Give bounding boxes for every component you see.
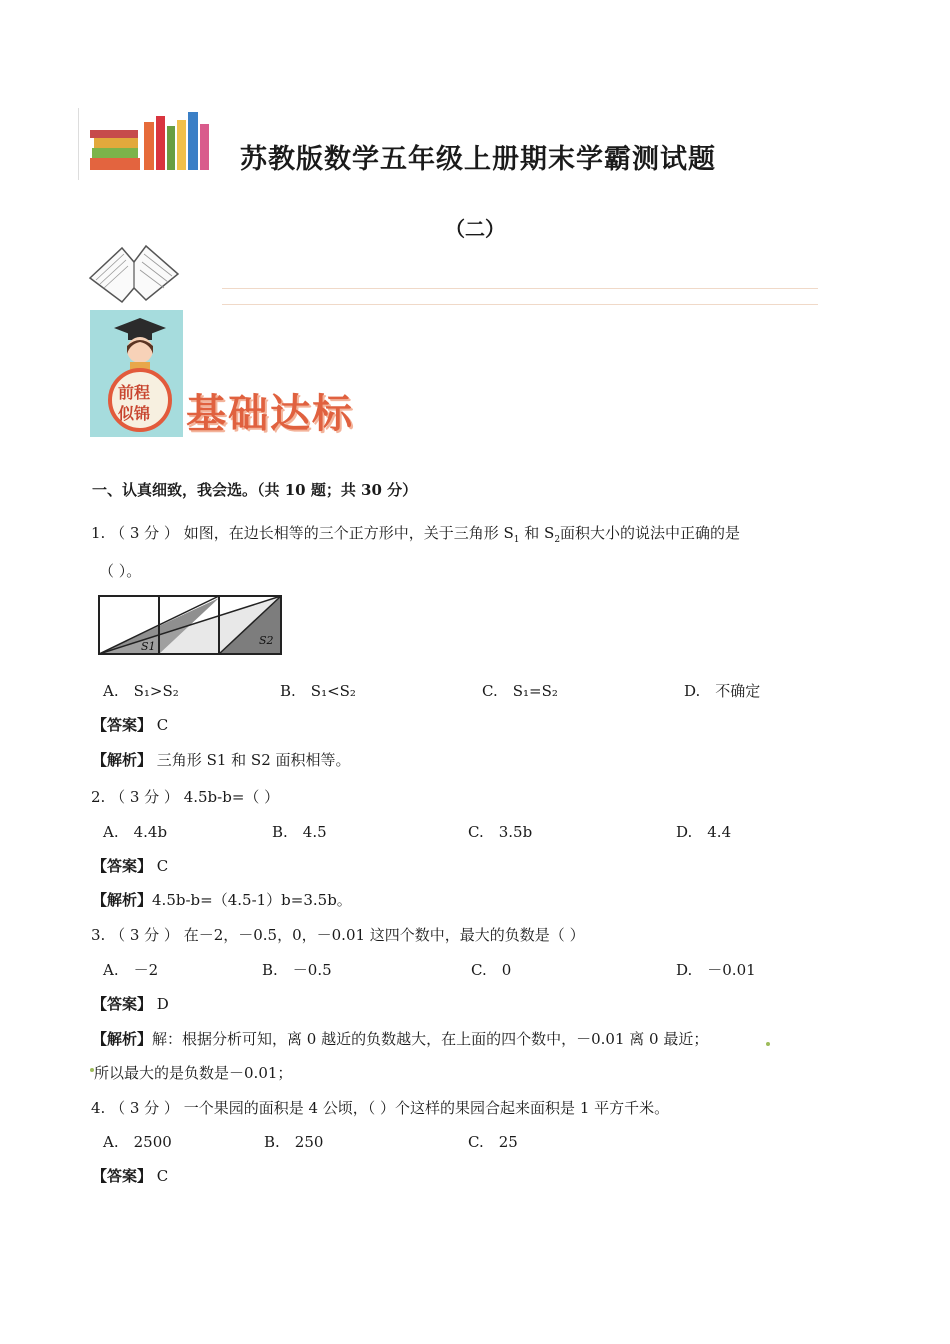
q2-option-b[interactable]: B. 4.5 <box>272 823 327 841</box>
q1-option-a[interactable]: A. S₁>S₂ <box>103 682 179 700</box>
q4-option-b[interactable]: B. 250 <box>264 1133 324 1151</box>
speck-mark <box>766 1042 770 1046</box>
page-subtitle: （二） <box>445 217 505 241</box>
q3-option-b[interactable]: B. －0.5 <box>262 961 332 979</box>
question-3-stem: 3. （ 3 分 ） 在－2，－0.5，0，－0.01 这四个数中，最大的负数是（ ） <box>91 926 585 944</box>
page-title: 苏教版数学五年级上册期末学霸测试题 <box>240 144 716 175</box>
books-icon <box>88 108 212 172</box>
question-4-stem: 4. （ 3 分 ） 一个果园的面积是 4 公顷，（ ）个这样的果园合起来面积是 1 平方千米。 <box>91 1099 670 1117</box>
q3-analysis-line2: 所以最大的是负数是－0.01； <box>94 1064 293 1082</box>
rule-line-2 <box>222 304 818 305</box>
q2-option-c[interactable]: C. 3.5b <box>468 823 533 841</box>
question-1-stem-line2: （ ）。 <box>99 562 142 580</box>
q2-option-a[interactable]: A. 4.4b <box>103 823 168 841</box>
figure-label-s1: S1 <box>141 640 156 653</box>
q1-option-d[interactable]: D. 不确定 <box>684 682 761 700</box>
triangle-figure <box>97 592 285 656</box>
q2-answer: 【答案】 C <box>92 857 169 875</box>
q4-option-a[interactable]: A. 2500 <box>103 1133 172 1151</box>
header-divider <box>78 108 79 180</box>
q3-option-c[interactable]: C. 0 <box>471 961 512 979</box>
section-banner: 基础达标 <box>186 391 354 437</box>
q4-answer: 【答案】 C <box>92 1167 169 1185</box>
q1-answer: 【答案】 C <box>92 716 169 734</box>
q2-analysis: 【解析】4.5b-b=（4.5-1）b=3.5b。 <box>92 891 352 909</box>
badge-circle-text-1: 前程 <box>118 383 151 402</box>
q3-answer: 【答案】 D <box>92 995 169 1013</box>
question-2-stem: 2. （ 3 分 ） 4.5b-b=（ ） <box>91 788 280 806</box>
badge-circle-text-2: 似锦 <box>118 404 151 423</box>
figure-label-s2: S2 <box>259 634 274 647</box>
q1-option-b[interactable]: B. S₁<S₂ <box>280 682 356 700</box>
q3-option-a[interactable]: A. －2 <box>103 961 159 979</box>
q3-option-d[interactable]: D. －0.01 <box>676 961 756 979</box>
rule-line-1 <box>222 288 818 289</box>
question-1-stem: 1. （ 3 分 ） 如图，在边长相等的三个正方形中，关于三角形 $S_1$ 和 $S_2$面积大小的说法中正确的是 <box>91 524 741 545</box>
q2-option-d[interactable]: D. 4.4 <box>676 823 732 841</box>
q3-analysis: 【解析】解：根据分析可知，离 0 越近的负数越大，在上面的四个数中，－0.01 离 0 最近； <box>92 1030 709 1048</box>
q1-analysis: 【解析】 三角形 S1 和 S2 面积相等。 <box>92 751 351 769</box>
q4-option-c[interactable]: C. 25 <box>468 1133 518 1151</box>
section-heading: 一、认真细致，我会选。（共 10 题；共 30 分） <box>92 481 418 499</box>
q1-option-c[interactable]: C. S₁=S₂ <box>482 682 558 700</box>
open-book-icon <box>86 238 182 306</box>
